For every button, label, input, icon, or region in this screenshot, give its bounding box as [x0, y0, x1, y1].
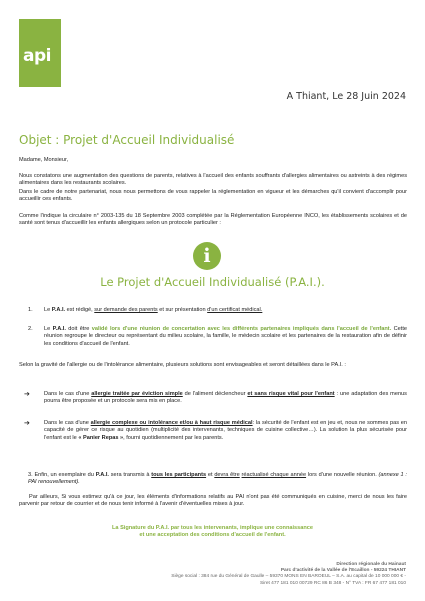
letter-subject: Objet : Projet d'Accueil Individualisé — [19, 133, 235, 147]
info-icon: i — [193, 242, 221, 270]
item-1-text: Le P.A.I. est rédigé, sur demande des parents et sur présentation d'un certificat médical. — [44, 307, 263, 313]
signature-line-2: et une acceptation des conditions d'accueil de l'enfant. — [139, 532, 286, 539]
arrow-2-text: Dans le cas d'une allergie complexe ou intolérance et/ou à haut risque médical: la sécurité de l'enfant est en jeu et, nous ne sommes pas en capacité de gérer ce risque au quotidien (multiplicité des intervenants, techniques de cuisine collective…). La solution la plus sécurisée pour l'enfant est le « Panier Repas », fourni quotidiennement par les parents. — [44, 420, 407, 441]
logo-text: api — [23, 46, 51, 66]
item-2-text: Le P.A.I. doit être validé lors d'une réunion de concertation avec les différents partenaires impliqués dans l'accueil de l'enfant. Cette réunion regroupe le directeur ou représentant du milieu scolaire, la famille, le médecin scolaire et les partenaires de la restauration afin de définir les conditions d'accueil de l'enfant. — [44, 326, 407, 347]
salutation: Madame, Monsieur, — [19, 157, 69, 163]
arrow-1-text: Dans le cas d'une allergie traitée par éviction simple de l'aliment déclencheur et sans risque vital pour l'enfant : une adaptation des menus pourra être proposée et un protocole sera mis en place. — [44, 391, 407, 405]
footer-line-4: Siret 477 181 010 00729 RC 86 B 348 - N° TVA : FR 67 477 181 010 — [259, 580, 406, 586]
footer-line-1: Direction régionale du Hainaut — [336, 562, 406, 567]
par-ailleurs-paragraph: Par ailleurs, Si vous estimez qu'à ce jour, les éléments d'informations relatifs au PAI n'ont pas été communiqués en cuisine, merci de nous les faire parvenir par retour de courrier et de nous tenir informé à l'avenir d'éventuelles mises à jour. — [19, 494, 407, 508]
item-2-number: 2. — [28, 326, 33, 332]
signature-line-1: La Signature du P.A.I. par tous les intervenants, implique une connaissance — [111, 525, 313, 531]
footer-line-2: Parc d'activité de la Vallée de l'Ecaillon - 59224 THIANT — [280, 568, 406, 574]
intro-paragraph-2: Dans le cadre de notre partenariat, nous nous permettons de vous rappeler la réglementation en vigueur et les démarches qu'il convient d'accomplir pour accueillir ces enfants. — [19, 189, 407, 203]
arrow-icon: ➔ — [24, 391, 30, 398]
intro-paragraph-1: Nous constatons une augmentation des questions de parents, relatives à l'accueil des enfants souffrants d'allergies alimentaires ou astreints à des régimes alimentaires dans les restaurants scolaires. — [19, 173, 407, 187]
arrow-icon: ➔ — [24, 420, 30, 427]
item-1-number: 1. — [28, 307, 33, 313]
footer — [171, 562, 406, 587]
letter-date: A Thiant, Le 28 Juin 2024 — [286, 91, 406, 102]
intro-paragraph-3: Comme l'indique la circulaire n° 2003-135 du 18 Septembre 2003 complétée par la Réglementation Européenne INCO, les établissements scolaires et de santé sont tenus d'accueillir les enfants allergiques selon un protocole particulier : — [19, 213, 407, 227]
gravite-paragraph: Selon la gravité de l'allergie ou de l'intolérance alimentaire, plusieurs solutions sont envisageables et seront détaillées dans le PA.I. : — [19, 362, 346, 368]
pai-title: Le Projet d'Accueil Individualisé (P.A.I.). — [100, 275, 325, 289]
item-3-text: 3. Enfin, un exemplaire du P.A.I. sera transmis à tous les participants et devra être réactualisé chaque année lors d'une nouvelle réunion. (annexe 1 : PAI renouvellement). — [28, 472, 407, 486]
footer-line-3: Siège social : 384 rue du Général de Gaulle – 59370 MONS EN BAROEUL – S.A. au capital de 10 000 000 € - — [171, 574, 406, 580]
api-logo — [19, 19, 61, 87]
signature-note — [0, 525, 425, 540]
